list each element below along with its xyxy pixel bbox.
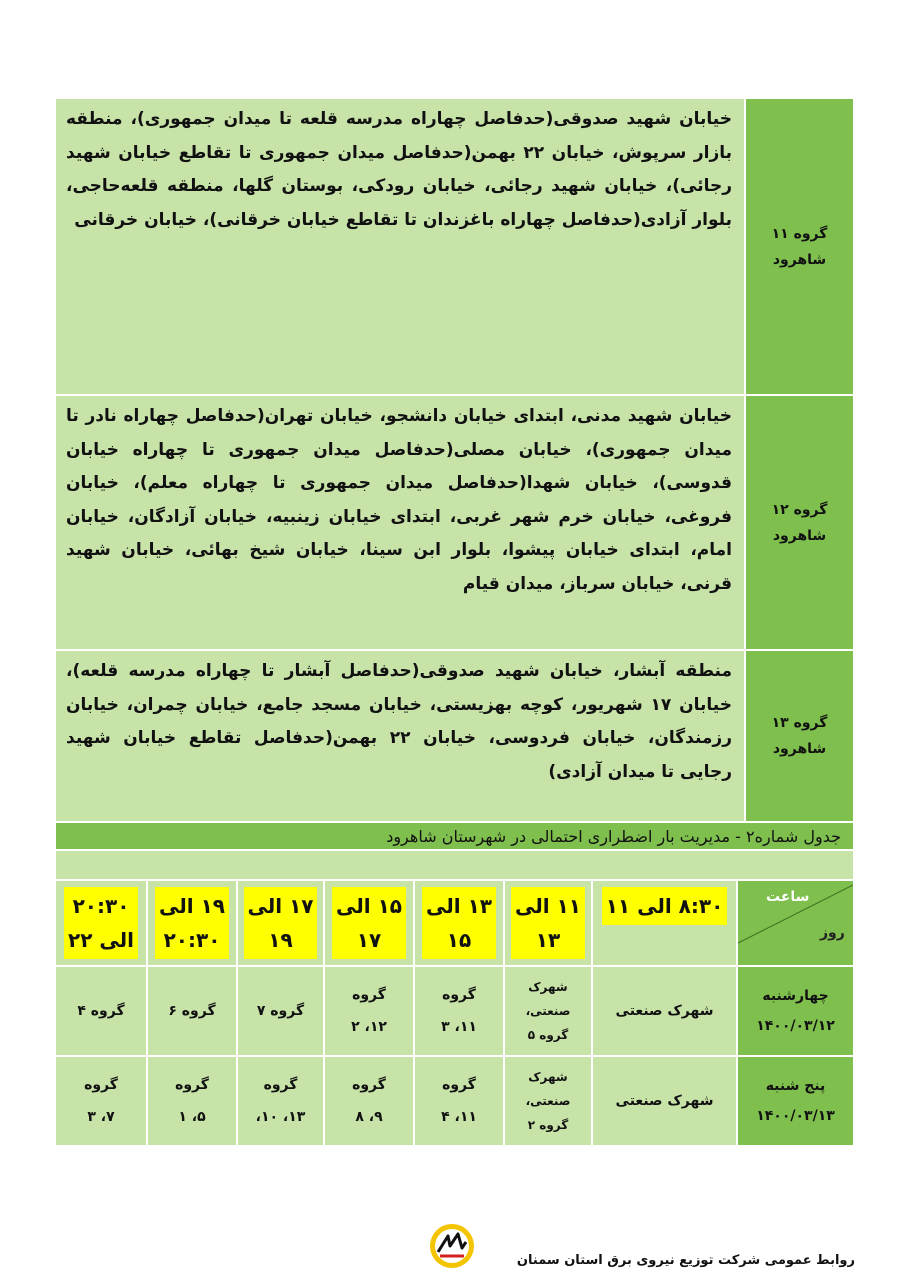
schedule-cell: گروه ۴ (56, 967, 146, 1055)
group-11-label (746, 99, 853, 394)
slot-header-1 (593, 881, 736, 965)
day-date: ۱۴۰۰/۰۳/۱۳ (756, 1108, 835, 1124)
group-13-streets: منطقه آبشار، خیابان شهید صدوقی(حدفاصل آبشار تا چهاراه مدرسه قلعه)، خیابان ۱۷ شهریور، کوچه بهزیستی، خیابان مسجد جامع، خیابان چمران، خیابان رزمندگان، خیابان فردوسی، خیابان ۲۲ بهمن(حدفاصل تقاطع خیابان شهید رجایی تا میدان آزادی) (56, 651, 744, 821)
schedule-cell: گروه ۷، ۳ (56, 1057, 146, 1145)
slot-time-label: ۸:۳۰ الی ۱۱ (602, 887, 728, 925)
schedule-cell: شهرک صنعتی (593, 1057, 736, 1145)
slot-header-2 (505, 881, 591, 965)
group-label-number: گروه ۱۲ (771, 501, 828, 518)
group-label-number: گروه ۱۱ (771, 225, 828, 242)
group-12-streets: خیابان شهید مدنی، ابتدای خیابان دانشجو، خیابان تهران(حدفاصل چهاراه نادر تا میدان جمهوری)، خیابان مصلی(حدفاصل میدان جمهوری تا چهاراه خیابان قدوسی)، خیابان شهدا(حدفاصل میدان جمهوری تا چهاراه معلم)، خیابان فروغی، خیابان خرم شهر غربی، ابتدای خیابان زینبیه، خیابان آزادگان، خیابان امام، ابتدای خیابان پیشوا، بلوار ابن سینا، خیابان شیخ بهائی، خیابان شهید قرنی، خیابان سرباز، میدان قیام (56, 396, 744, 649)
slot-header-3 (415, 881, 503, 965)
slot-time-label: ۱۵ الی ۱۷ (332, 887, 406, 959)
group-label-number: گروه ۱۳ (771, 715, 828, 731)
day-name: چهارشنبه (762, 988, 829, 1004)
day-cell-thursday (738, 1057, 853, 1145)
group-label-city: شاهرود (772, 741, 827, 757)
slot-time-label: ۲۰:۳۰ الی ۲۲ (64, 887, 138, 959)
day-cell-wednesday (738, 967, 853, 1055)
group-label-city: شاهرود (772, 251, 827, 268)
schedule-cell: گروه ۹، ۸ (325, 1057, 413, 1145)
corner-day-label: روز (820, 925, 845, 941)
electricity-company-logo-icon (428, 1222, 476, 1270)
slot-header-5 (238, 881, 323, 965)
slot-time-label: ۱۹ الی ۲۰:۳۰ (155, 887, 229, 959)
slot-header-4 (325, 881, 413, 965)
group-12-label (746, 396, 853, 649)
schedule-cell: گروه ۱۱، ۳ (415, 967, 503, 1055)
day-date: ۱۴۰۰/۰۳/۱۲ (756, 1018, 835, 1034)
schedule-cell: گروه ۱۳، ۱۰، (238, 1057, 323, 1145)
day-name: پنج شنبه (765, 1078, 826, 1094)
schedule-cell: شهرک صنعتی، گروه ۲ (505, 1057, 591, 1145)
slot-time-label: ۱۱ الی ۱۳ (511, 887, 585, 959)
slot-time-label: ۱۳ الی ۱۵ (422, 887, 496, 959)
corner-hour-label: ساعت (766, 889, 810, 905)
group-label-city: شاهرود (772, 527, 827, 544)
group-11-streets: خیابان شهید صدوقی(حدفاصل چهاراه مدرسه قلعه تا میدان جمهوری)، منطقه بازار سرپوش، خیابان ۲۲ بهمن(حدفاصل میدان جمهوری تا تقاطع خیابان شهید رجائی)، خیابان شهید رجائی، خیابان رودکی، بوستان گلها، منطقه قلعه‌حاجی، بلوار آزادی(حدفاصل چهاراه باغزندان تا تقاطع خیابان خرقانی)، خیابان خرقانی (56, 99, 744, 394)
slot-header-6 (148, 881, 236, 965)
footer-org-text: روابط عمومی شرکت توزیع نیروی برق استان سمنان (516, 1253, 855, 1268)
schedule-cell: گروه ۱۲، ۲ (325, 967, 413, 1055)
schedule-cell: گروه ۶ (148, 967, 236, 1055)
table-caption (56, 823, 853, 849)
schedule-cell: شهرک صنعتی، گروه ۵ (505, 967, 591, 1055)
table-caption-text: جدول شماره۲ - مدیریت بار اضطراری احتمالی در شهرستان شاهرود (386, 826, 841, 846)
schedule-cell: گروه ۵، ۱ (148, 1057, 236, 1145)
schedule-cell: گروه ۱۱، ۴ (415, 1057, 503, 1145)
table-spacer-row (56, 851, 853, 879)
slot-header-7 (56, 881, 146, 965)
header-corner-cell (738, 881, 853, 965)
group-13-label (746, 651, 853, 821)
schedule-cell: شهرک صنعتی (593, 967, 736, 1055)
slot-time-label: ۱۷ الی ۱۹ (244, 887, 318, 959)
schedule-cell: گروه ۷ (238, 967, 323, 1055)
